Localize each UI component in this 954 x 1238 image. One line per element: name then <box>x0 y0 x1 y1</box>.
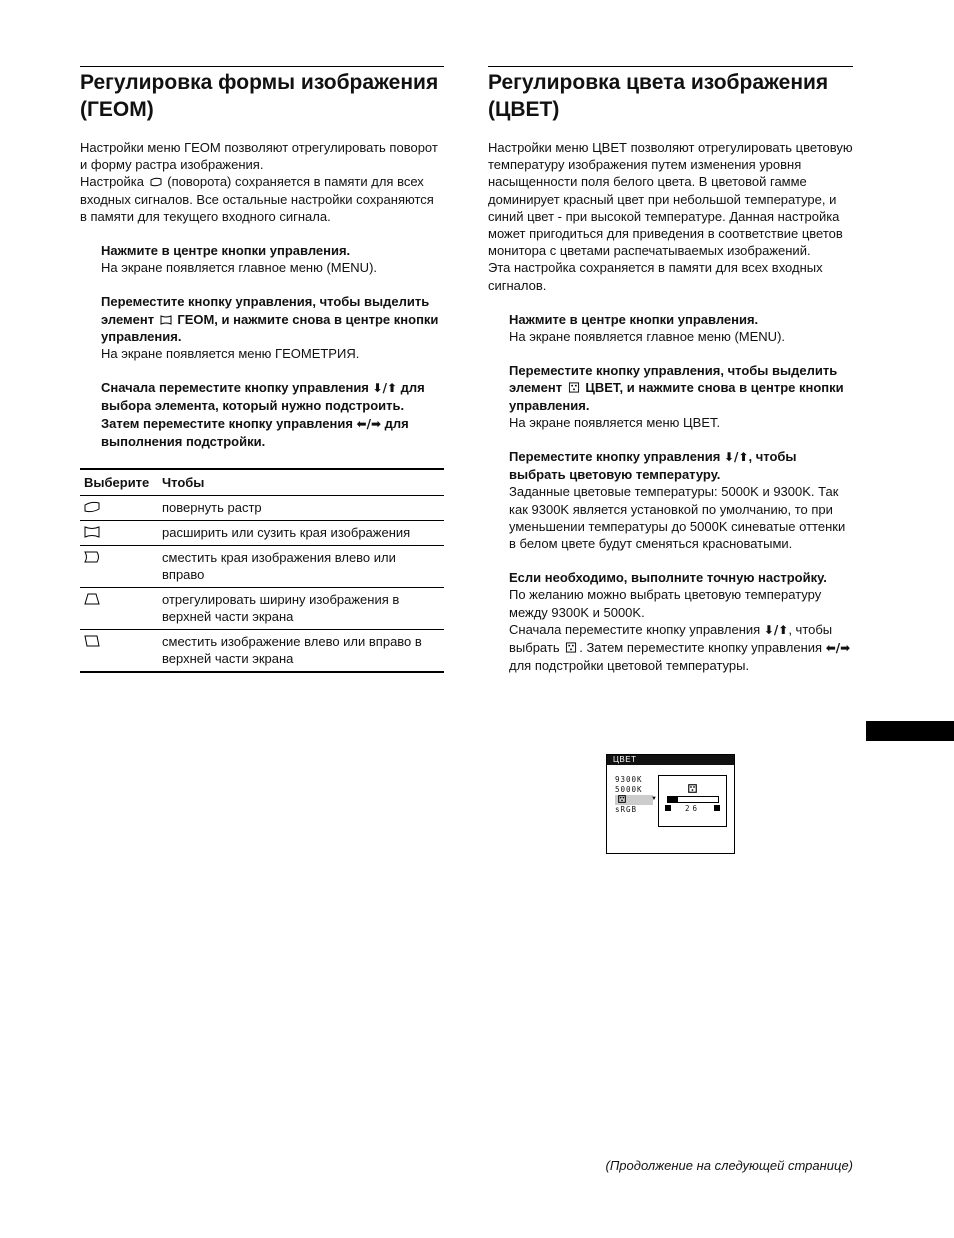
section-rule <box>80 66 444 67</box>
step-bold-b: , чтобы выбрать цветовую температуру. <box>509 449 797 483</box>
osd-item: 9300K <box>615 775 643 784</box>
geom-step-2 <box>101 293 444 362</box>
color-step-3 <box>509 448 853 552</box>
step-normal: На экране появляется главное меню (MENU). <box>101 260 378 276</box>
step-text: Сначала переместите кнопку управления <box>509 621 761 637</box>
color-step-1 <box>509 311 853 345</box>
user-adjust-icon <box>618 795 626 803</box>
color-menu-osd <box>606 754 735 854</box>
key-balance-icon <box>84 635 100 647</box>
step-bold: Если необходимо, выполните точную настройку. <box>509 570 827 586</box>
osd-title: ЦВЕТ <box>607 755 734 765</box>
osd-cursor-icon: ▼ <box>651 796 657 802</box>
step-bold <box>101 293 444 345</box>
osd-item-selected <box>615 795 653 805</box>
table-row <box>80 521 444 546</box>
table-row <box>80 496 444 521</box>
table-cell: повернуть растр <box>158 496 444 521</box>
geom-title: Регулировка формы изображения (ГЕОМ) <box>80 71 439 121</box>
step-bold <box>509 448 853 483</box>
leftright-arrows-icon: ⬅/➡ <box>356 416 382 431</box>
step-normal-b <box>509 621 853 675</box>
updown-arrows-icon: ⬇/⬆ <box>372 381 398 396</box>
pin-balance-icon <box>84 551 100 563</box>
osd-adjust-panel <box>658 775 727 827</box>
color-icon <box>568 382 580 393</box>
user-adjust-icon <box>688 784 697 793</box>
osd-value: 26 <box>684 804 701 813</box>
osd-level-bar <box>667 796 719 803</box>
color-intro-line2: Эта настройка сохраняется в памяти для всех входных сигналов. <box>488 260 823 293</box>
color-intro-line1: Настройки меню ЦВЕТ позволяют отрегулировать цветовую температуру изображения путем изменения уровня насыщенности поля белого цвета. В цветовой гамме доминирует красный цвет при небольшой температуре, и синий цвет - при высокой температуре. Данная настройка может пригодиться для приведения в соответствие цветов монитора с цветами распечатываемых изображений. <box>488 140 853 259</box>
color-step-2 <box>509 362 853 431</box>
step-normal: На экране появляется меню ГЕОМЕТРИЯ. <box>101 346 360 362</box>
table-header-row <box>80 469 444 496</box>
geom-step-3 <box>101 379 444 450</box>
step-bold-b: для выбора элемента, который нужно подстроить. Затем переместите кнопку управления <box>101 380 425 431</box>
step-bold: Нажмите в центре кнопки управления. <box>101 243 351 259</box>
step-bold-a: Переместите кнопку управления, чтобы выделить элемент <box>509 363 838 396</box>
step-text: . Затем переместите кнопку управления <box>579 640 823 656</box>
step-text: , чтобы выбрать <box>509 621 833 656</box>
intro-rest: (поворота) сохраняется в памяти для всех входных сигналов. Все остальные настройки сохраняются в памяти для текущего входного сигнала. <box>80 174 434 224</box>
step-bold <box>509 362 853 414</box>
step-normal: На экране появляется главное меню (MENU). <box>509 329 786 345</box>
pincushion-icon <box>84 526 100 538</box>
table-cell: отрегулировать ширину изображения в верхней части экрана <box>158 588 444 630</box>
table-row <box>80 630 444 673</box>
osd-level-fill <box>668 797 678 802</box>
color-section <box>488 66 853 674</box>
step-bold: Нажмите в центре кнопки управления. <box>509 311 759 327</box>
table-row <box>80 546 444 588</box>
user-adjust-icon <box>565 642 577 653</box>
plus-icon <box>714 805 720 811</box>
rotation-icon <box>84 501 100 513</box>
osd-item-list <box>615 775 653 815</box>
rotation-icon <box>150 177 162 187</box>
keystone-icon <box>84 593 100 605</box>
language-tab-marker <box>866 721 954 741</box>
geom-step-1 <box>101 242 444 276</box>
step-normal: По желанию можно выбрать цветовую температуру между 9300K и 5000K. <box>509 587 822 620</box>
geom-intro <box>80 139 444 225</box>
color-intro <box>488 139 853 294</box>
step-bold <box>101 379 444 450</box>
table-row <box>80 588 444 630</box>
color-step-4 <box>509 569 853 674</box>
step-bold-b: ЦВЕТ, и нажмите снова в центре кнопки управления. <box>509 380 844 413</box>
table-cell: сместить края изображения влево или вправо <box>158 546 444 588</box>
osd-item: 5000K <box>615 785 643 794</box>
table-cell: расширить или сузить края изображения <box>158 521 444 546</box>
geom-intro-line1: Настройки меню ГЕОМ позволяют отрегулировать поворот и форму растра изображения. <box>80 140 438 173</box>
updown-arrows-icon: ⬇/⬆ <box>763 622 789 637</box>
geom-icon <box>160 315 172 325</box>
osd-item: sRGB <box>615 805 638 814</box>
step-normal: Заданные цветовые температуры: 5000K и 9300K. Так как 9300K является установкой по умолчанию, то при уменьшении температуры до 5000K синеватые оттенки в белом цвете будут сменяться красноватыми. <box>509 484 846 552</box>
step-bold-a: Переместите кнопку управления, чтобы выделить элемент <box>101 294 430 327</box>
table-header-select: Выберите <box>80 469 158 496</box>
geom-intro-line2 <box>80 173 444 225</box>
section-rule <box>488 66 853 67</box>
table-cell: сместить изображение влево или вправо в верхней части экрана <box>162 634 422 667</box>
table-header-purpose: Чтобы <box>158 469 444 496</box>
step-bold-b: ГЕОМ, и нажмите снова в центре кнопки управления. <box>101 311 439 344</box>
step-normal: На экране появляется меню ЦВЕТ. <box>509 414 721 430</box>
step-bold-c: для выполнения подстройки. <box>101 415 409 449</box>
geom-section <box>80 66 444 673</box>
geom-options-table <box>80 468 444 673</box>
step-text: для подстройки цветовой температуры. <box>509 658 750 674</box>
leftright-arrows-icon: ⬅/➡ <box>825 641 851 656</box>
intro-prefix: Настройка <box>80 174 144 190</box>
continued-note: (Продолжение на следующей странице) <box>605 1158 853 1173</box>
updown-arrows-icon: ⬇/⬆ <box>724 450 749 465</box>
color-title: Регулировка цвета изображения (ЦВЕТ) <box>488 71 829 121</box>
step-bold-a: Сначала переместите кнопку управления <box>101 380 369 396</box>
step-bold-a: Переместите кнопку управления <box>509 449 721 465</box>
